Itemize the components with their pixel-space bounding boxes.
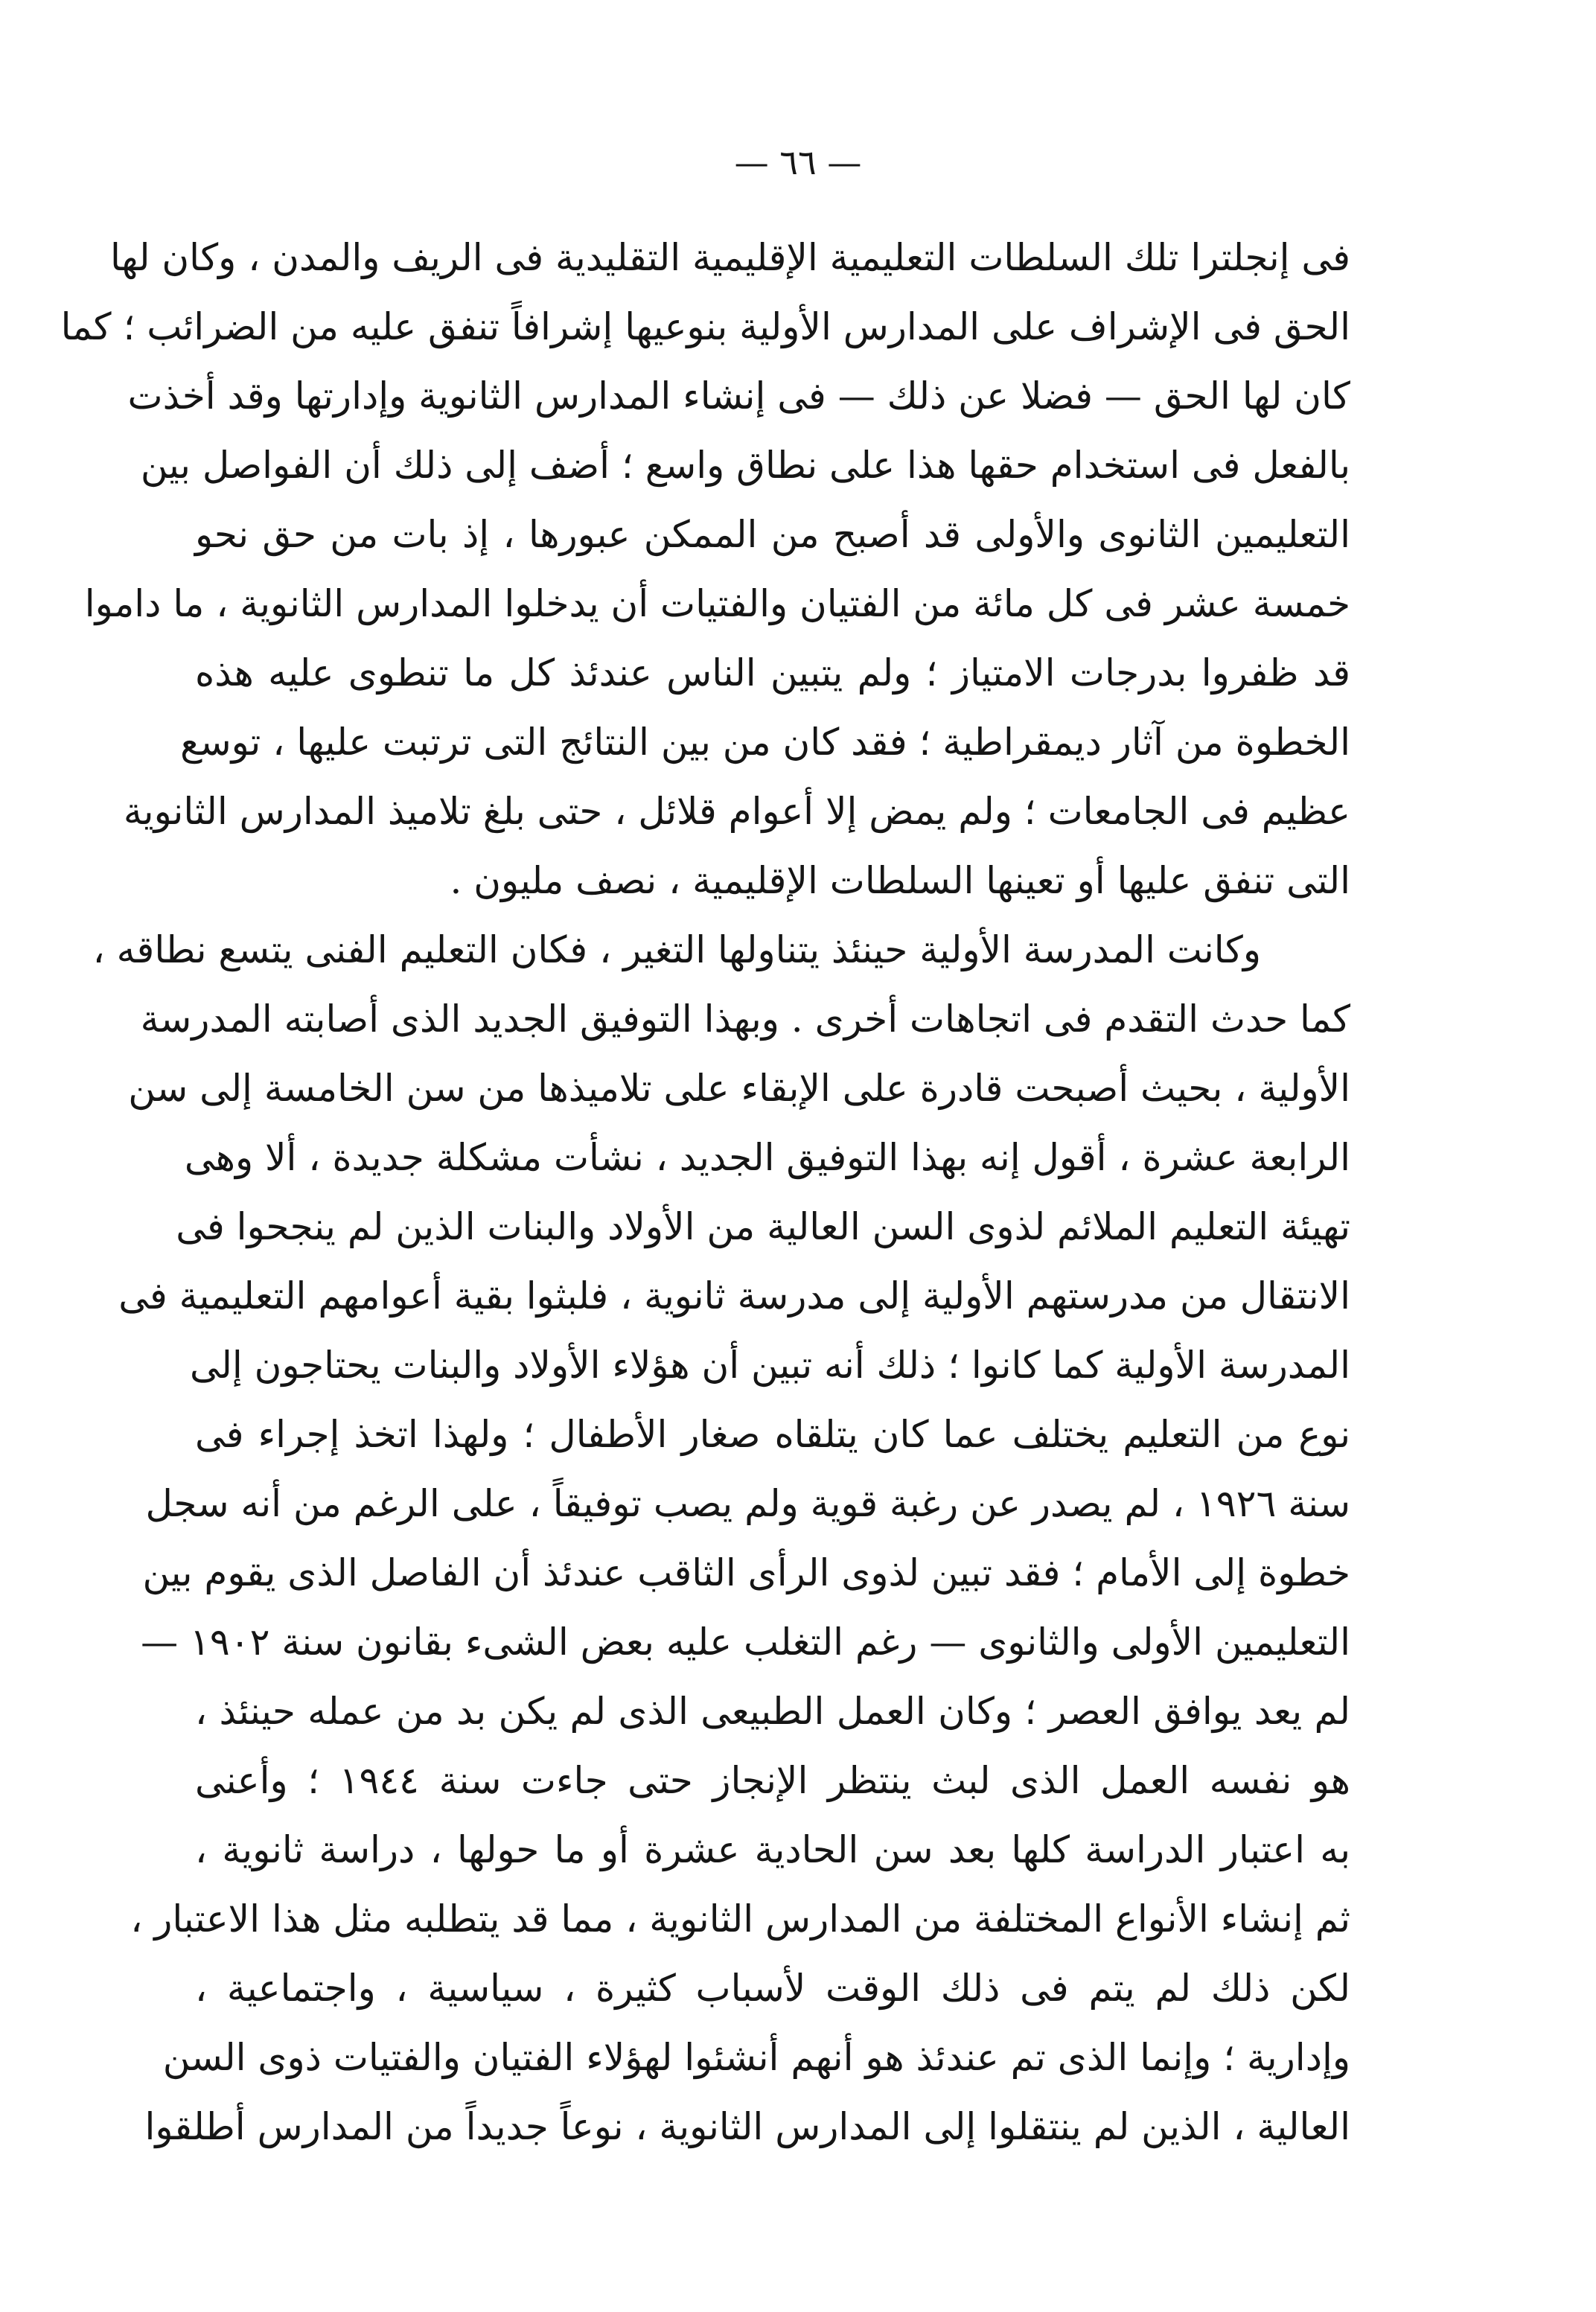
- text-line: التعليمين الأولى والثانوى — رغم التغلب عليه بعض الشىء بقانون سنة ١٩٠٢ —: [141, 1620, 1350, 1664]
- text-line: تهيئة التعليم الملائم لذوى السن العالية من الأولاد والبنات الذين لم ينجحوا فى: [176, 1205, 1350, 1248]
- text-line: لكن ذلك لم يتم فى ذلك الوقت لأسباب كثيرة ، سياسية ، واجتماعية ،: [195, 1967, 1350, 2010]
- text-line: الرابعة عشرة ، أقول إنه بهذا التوفيق الجديد ، نشأت مشكلة جديدة ، ألا وهى: [184, 1136, 1350, 1179]
- text-line: لم يعد يوافق العصر ؛ وكان العمل الطبيعى الذى لم يكن بد من عمله حينئذ ،: [195, 1690, 1350, 1733]
- page-number: — ٦٦ —: [734, 142, 862, 182]
- text-line: فى إنجلترا تلك السلطات التعليمية الإقليمية التقليدية فى الريف والمدن ، وكان لها: [109, 236, 1350, 279]
- text-line: سنة ١٩٢٦ ، لم يصدر عن رغبة قوية ولم يصب توفيقاً ، على الرغم من أنه سجل: [145, 1482, 1350, 1525]
- text-line: كما حدث التقدم فى اتجاهات أخرى . وبهذا التوفيق الجديد الذى أصابته المدرسة: [140, 997, 1350, 1041]
- text-line: الخطوة من آثار ديمقراطية ؛ فقد كان من بين النتائج التى ترتبت عليها ، توسع: [180, 721, 1350, 764]
- text-line: ثم إنشاء الأنواع المختلفة من المدارس الثانوية ، مما قد يتطلبه مثل هذا الاعتبار ،: [130, 1897, 1350, 1941]
- text-line: هو نفسه العمل الذى لبث ينتظر الإنجاز حتى جاءت سنة ١٩٤٤ ؛ وأعنى: [195, 1759, 1350, 1802]
- text-line: وإدارية ؛ وإنما الذى تم عندئذ هو أنهم أنشئوا لهؤلاء الفتيان والفتيات ذوى السن: [162, 2036, 1350, 2079]
- text-line: قد ظفروا بدرجات الامتياز ؛ ولم يتبين الناس عندئذ كل ما تنطوى عليه هذه: [195, 651, 1350, 694]
- text-line: عظيم فى الجامعات ؛ ولم يمض إلا أعوام قلائل ، حتى بلغ تلاميذ المدارس الثانوية: [123, 790, 1350, 833]
- text-line: نوع من التعليم يختلف عما كان يتلقاه صغار الأطفال ؛ ولهذا اتخذ إجراء فى: [195, 1413, 1350, 1456]
- text-line: خمسة عشر فى كل مائة من الفتيان والفتيات أن يدخلوا المدارس الثانوية ، ما داموا: [84, 582, 1350, 625]
- text-line: العالية ، الذين لم ينتقلوا إلى المدارس الثانوية ، نوعاً جديداً من المدارس أطلقوا: [144, 2105, 1350, 2148]
- text-line: كان لها الحق — فضلا عن ذلك — فى إنشاء المدارس الثانوية وإدارتها وقد أخذت: [127, 374, 1350, 418]
- text-line: خطوة إلى الأمام ؛ فقد تبين لذوى الرأى الثاقب عندئذ أن الفاصل الذى يقوم بين: [142, 1551, 1350, 1594]
- text-line: وكانت المدرسة الأولية حينئذ يتناولها التغير ، فكان التعليم الفنى يتسع نطاقه ،: [92, 928, 1261, 971]
- text-line: به اعتبار الدراسة كلها بعد سن الحادية عشرة أو ما حولها ، دراسة ثانوية ،: [195, 1828, 1350, 1871]
- text-line: الانتقال من مدرستهم الأولية إلى مدرسة ثانوية ، فلبثوا بقية أعوامهم التعليمية فى: [118, 1274, 1350, 1318]
- text-line: التعليمين الثانوى والأولى قد أصبح من الممكن عبورها ، إذ بات من حق نحو: [195, 513, 1350, 556]
- text-line: الحق فى الإشراف على المدارس الأولية بنوعيها إشرافاً تنفق عليه من الضرائب ؛ كما: [60, 305, 1350, 348]
- text-line: المدرسة الأولية كما كانوا ؛ ذلك أنه تبين أن هؤلاء الأولاد والبنات يحتاجون إلى: [189, 1344, 1350, 1387]
- text-line: التى تنفق عليها أو تعينها السلطات الإقليمية ، نصف مليون .: [450, 859, 1350, 902]
- text-line: بالفعل فى استخدام حقها هذا على نطاق واسع ؛ أضف إلى ذلك أن الفواصل بين: [140, 444, 1350, 487]
- body-text: [60, 223, 1350, 2162]
- text-line: الأولية ، بحيث أصبحت قادرة على الإبقاء على تلاميذها من سن الخامسة إلى سن: [128, 1067, 1350, 1110]
